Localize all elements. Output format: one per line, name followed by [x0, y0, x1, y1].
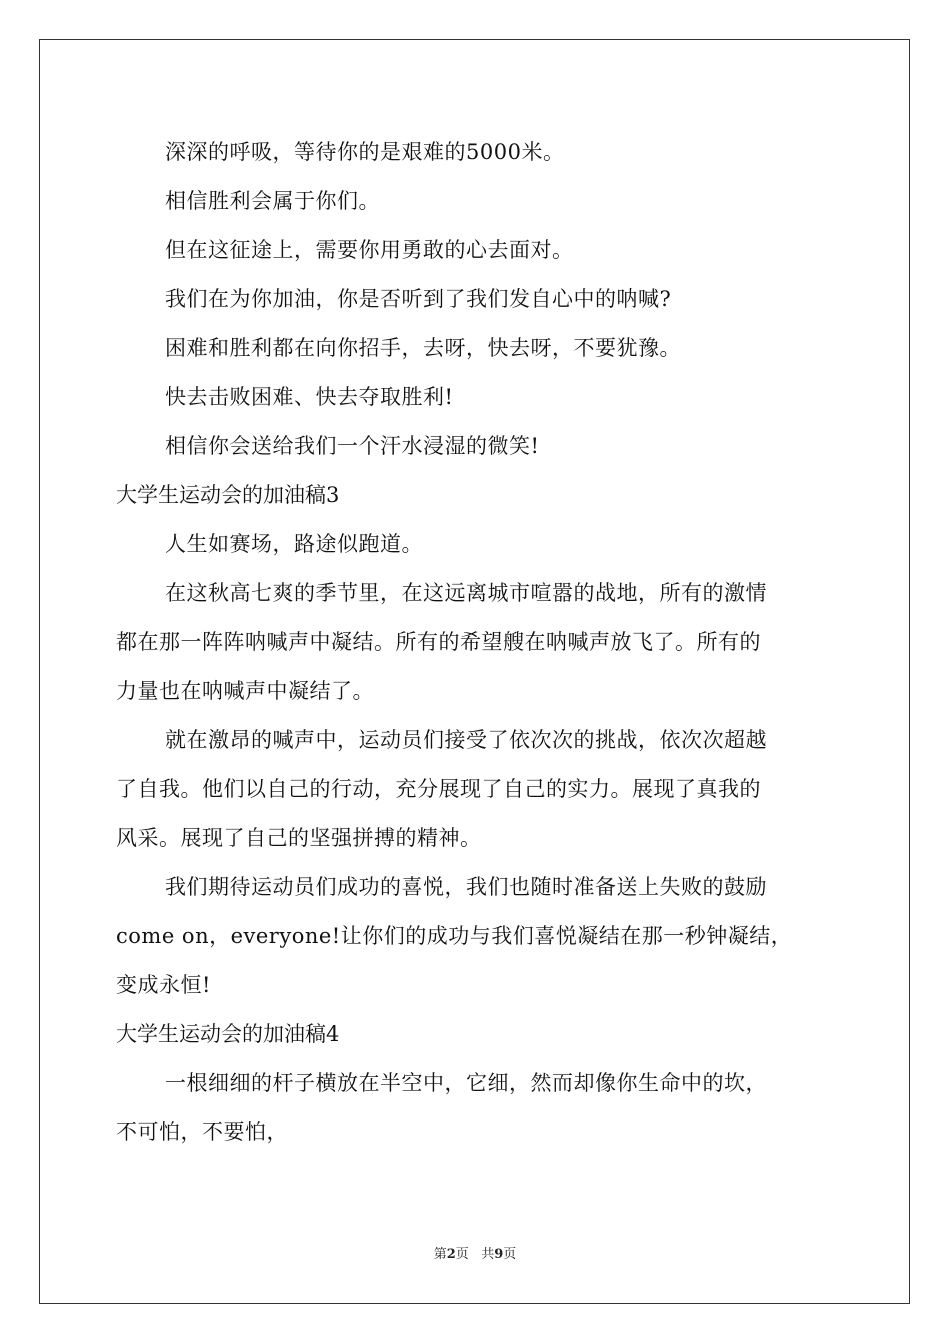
paragraph-line: 相信你会送给我们一个汗水浸湿的微笑!: [165, 434, 540, 458]
paragraph-line: 困难和胜利都在向你招手，去呀，快去呀，不要犹豫。: [165, 336, 681, 360]
paragraph-line: 但在这征途上，需要你用勇敢的心去面对。: [165, 238, 574, 262]
paragraph-line: 在这秋高七爽的季节里，在这远离城市喧嚣的战地，所有的激情: [165, 581, 767, 605]
total-suffix: 页: [503, 1247, 517, 1262]
page-number: 2: [446, 1247, 456, 1262]
paragraph-line: 不可怕，不要怕，: [116, 1120, 288, 1144]
paragraph-line: 深深的呼吸，等待你的是艰难的5000米。: [165, 140, 565, 164]
section-heading: 大学生运动会的加油稿3: [116, 483, 340, 507]
total-pages: 9: [494, 1247, 504, 1262]
paragraph-line: 风采。展现了自己的坚强拼搏的精神。: [116, 826, 482, 850]
paragraph-line: 了自我。他们以自己的行动，充分展现了自己的实力。展现了真我的: [116, 777, 761, 801]
page-footer: [0, 1246, 950, 1264]
paragraph-line: 相信胜利会属于你们。: [165, 189, 380, 213]
page-suffix: 页: [455, 1247, 469, 1262]
paragraph-line: 我们在为你加油，你是否听到了我们发自心中的呐喊?: [165, 287, 672, 311]
paragraph-line: come on，everyone!让你们的成功与我们喜悦凝结在那一秒钟凝结，: [116, 924, 793, 948]
document-body: [116, 128, 856, 1157]
paragraph-line: 人生如赛场，路途似跑道。: [165, 532, 423, 556]
section-heading: 大学生运动会的加油稿4: [116, 1022, 340, 1046]
page-prefix: 第: [433, 1247, 447, 1262]
paragraph-line: 变成永恒!: [116, 973, 211, 997]
total-prefix: 共: [481, 1247, 495, 1262]
paragraph-line: 都在那一阵阵呐喊声中凝结。所有的希望艘在呐喊声放飞了。所有的: [116, 630, 761, 654]
paragraph-line: 一根细细的杆子横放在半空中，它细，然而却像你生命中的坎，: [165, 1071, 767, 1095]
paragraph-line: 快去击败困难、快去夺取胜利!: [165, 385, 454, 409]
paragraph-line: 力量也在呐喊声中凝结了。: [116, 679, 374, 703]
paragraph-line: 我们期待运动员们成功的喜悦，我们也随时准备送上失败的鼓励: [165, 875, 767, 899]
paragraph-line: 就在激昂的喊声中，运动员们接受了依次次的挑战，依次次超越: [165, 728, 767, 752]
